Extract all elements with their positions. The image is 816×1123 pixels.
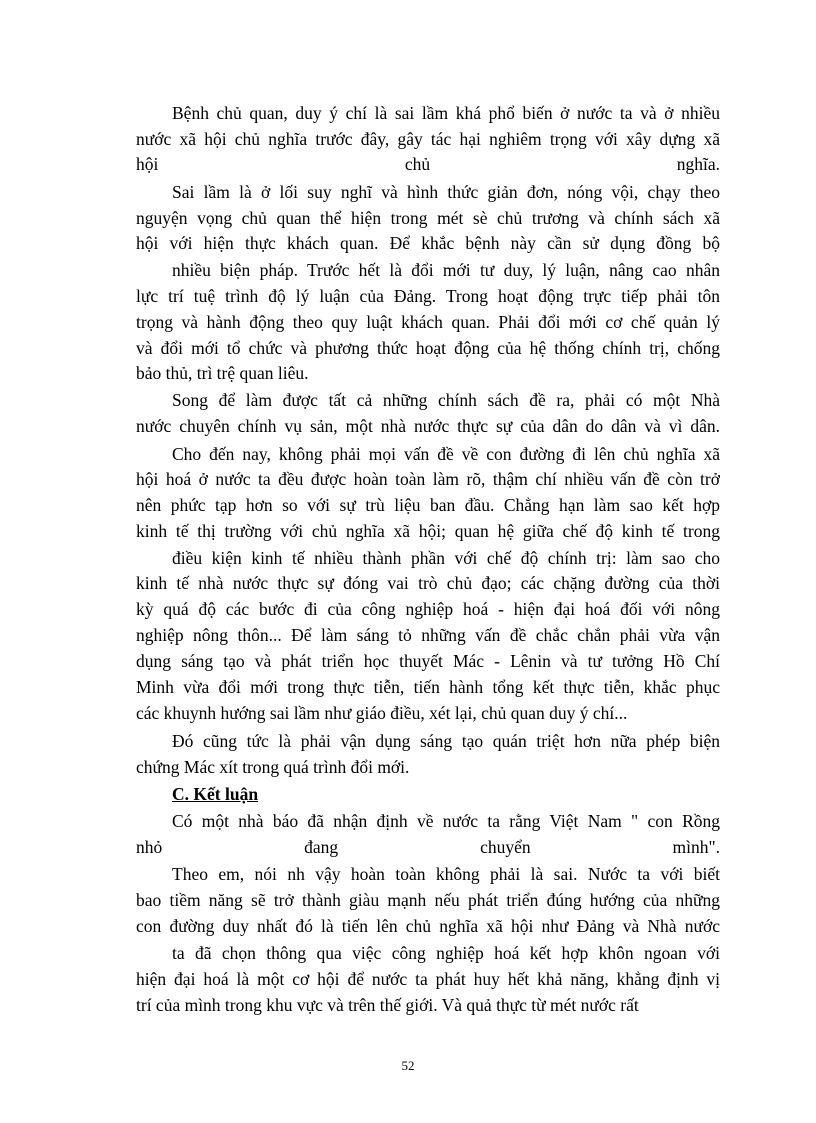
text-line: Song để làm được tất cả những chính sách đề ra, phải có một Nhà xyxy=(172,390,720,410)
text-line: hội chủ nghĩa. xyxy=(136,154,720,174)
text-line: dụng sáng tạo và phát triển học thuyết Mác - Lênin và tư tưởng Hồ Chí xyxy=(136,651,720,671)
text-line: nghiệp nông thôn... Để làm sáng tỏ những vấn đề chắc chắn phải vừa vận xyxy=(136,625,720,645)
page-number: 52 xyxy=(401,1058,415,1073)
text-line: Đó cũng tức là phải vận dụng sáng tạo quán triệt hơn nữa phép biện xyxy=(172,731,720,751)
text-line: ta đã chọn thông qua việc công nghiệp hoá kết hợp khôn ngoan với xyxy=(172,943,720,963)
text-line: trí của mình trong khu vực và trên thế giới. Và quả thực từ mét nước rất xyxy=(136,995,639,1015)
text-line: Theo em, nói nh vậy hoàn toàn không phải là sai. Nước ta với biết xyxy=(172,864,720,884)
text-line: nguyện vọng chủ quan thể hiện trong mét sè chủ trương và chính sách xã xyxy=(136,208,720,228)
text-line: Minh vừa đổi mới trong thực tiễn, tiến hành tổng kết thực tiễn, khắc phục xyxy=(136,677,720,697)
text-line: nước xã hội chủ nghĩa trước đây, gây tác hại nghiêm trọng với xây dựng xã xyxy=(136,129,720,149)
text-line: bao tiềm năng sẽ trở thành giàu mạnh nếu phát triển đúng hướng của những xyxy=(136,890,720,910)
text-line: Có một nhà báo đã nhận định về nước ta rằng Việt Nam " con Rồng xyxy=(172,811,720,831)
text-line: lực trí tuệ trình độ lý luận của Đảng. Trong hoạt động trực tiếp phải tôn xyxy=(136,286,720,306)
section-heading: C. Kết luận xyxy=(172,784,259,804)
text-line: Bệnh chủ quan, duy ý chí là sai lầm khá phổ biến ở nước ta và ở nhiều xyxy=(172,103,720,123)
text-line: trọng và hành động theo quy luật khách quan. Phải đổi mới cơ chế quản lý xyxy=(136,312,720,332)
text-line: bảo thủ, trì trệ quan liêu. xyxy=(136,363,309,383)
text-line: hiện đại hoá là một cơ hội để nước ta phát huy hết khả năng, khẳng định vị xyxy=(136,969,720,989)
text-line: chứng Mác xít trong quá trình đổi mới. xyxy=(136,757,410,777)
text-line: kinh tế thị trường với chủ nghĩa xã hội; quan hệ giữa chế độ kinh tế trong xyxy=(136,521,720,541)
text-line: Sai lầm là ở lối suy nghĩ và hình thức giản đơn, nóng vội, chạy theo xyxy=(172,182,720,202)
text-line: nhiều biện pháp. Trước hết là đổi mới tư duy, lý luận, nâng cao nhân xyxy=(172,260,720,280)
text-line: hội hoá ở nước ta đều được hoàn toàn làm rõ, thậm chí nhiều vấn đề còn trở xyxy=(136,469,720,489)
text-line: hội với hiện thực khách quan. Để khắc bệnh này cần sử dụng đồng bộ xyxy=(136,233,720,253)
text-line: nên phức tạp hơn so với sự trù liệu ban đầu. Chẳng hạn làm sao kết hợp xyxy=(136,495,720,515)
text-line: nước chuyên chính vụ sản, một nhà nước thực sự của dân do dân và vì dân. xyxy=(136,416,720,436)
text-line: kinh tế nhà nước thực sự đóng vai trò chủ đạo; các chặng đường của thời xyxy=(136,573,720,593)
text-line: con đường duy nhất đó là tiến lên chủ nghĩa xã hội như Đảng và Nhà nước xyxy=(136,916,720,936)
text-line: kỳ quá độ các bước đi của công nghiệp hoá - hiện đại hoá đối với nông xyxy=(136,599,720,619)
text-line: Cho đến nay, không phải mọi vấn đề về con đường đi lên chủ nghĩa xã xyxy=(172,444,720,464)
text-line: các khuynh hướng sai lầm như giáo điều, xét lại, chủ quan duy ý chí... xyxy=(136,703,628,723)
text-line: điều kiện kinh tế nhiều thành phần với chế độ chính trị: làm sao cho xyxy=(172,548,720,568)
text-line: và đổi mới tổ chức và phương thức hoạt động của hệ thống chính trị, chống xyxy=(136,338,720,358)
text-line: nhỏ đang chuyển mình". xyxy=(136,837,720,857)
